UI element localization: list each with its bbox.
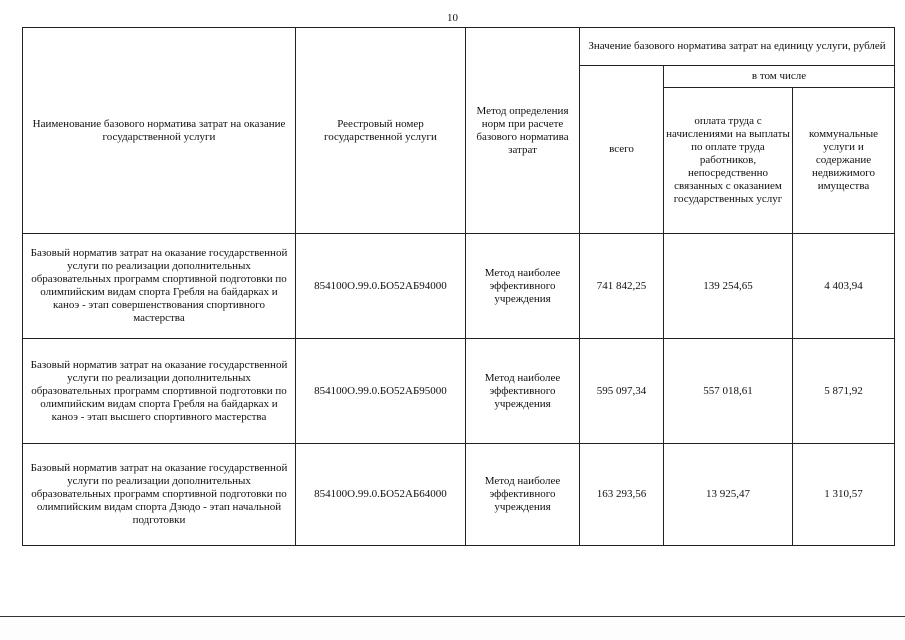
cost-norms-table	[22, 27, 895, 546]
header-registry-number: Реестровый номер государственной услуги	[296, 28, 466, 234]
header-utilities: коммунальные услуги и содержание недвижимого имущества	[793, 88, 895, 234]
header-total: всего	[580, 66, 664, 234]
row-utilities: 1 310,57	[793, 444, 895, 546]
page-number: 10	[447, 12, 458, 24]
row-registry-number: 854100О.99.0.БО52АБ94000	[296, 234, 466, 339]
row-labor: 13 925,47	[664, 444, 793, 546]
row-labor: 557 018,61	[664, 339, 793, 444]
row-total: 595 097,34	[580, 339, 664, 444]
row-method: Метод наиболее эффективного учреждения	[466, 234, 580, 339]
header-method: Метод определения норм при расчете базового норматива затрат	[466, 28, 580, 234]
row-name: Базовый норматив затрат на оказание государственной услуги по реализации дополнительных образовательных программ спортивной подготовки по олимпийским видам спорта Дзюдо - этап начальной подготовки	[23, 444, 296, 546]
header-name: Наименование базового норматива затрат на оказание государственной услуги	[23, 28, 296, 234]
header-value-group: Значение базового норматива затрат на единицу услуги, рублей	[580, 28, 895, 66]
row-total: 163 293,56	[580, 444, 664, 546]
row-method: Метод наиболее эффективного учреждения	[466, 339, 580, 444]
table-row	[23, 234, 895, 339]
header-including: в том числе	[664, 66, 895, 88]
header-row-top	[23, 28, 895, 66]
row-registry-number: 854100О.99.0.БО52АБ64000	[296, 444, 466, 546]
table-row	[23, 339, 895, 444]
row-method: Метод наиболее эффективного учреждения	[466, 444, 580, 546]
page-bottom-margin	[0, 617, 905, 640]
header-labor: оплата труда с начислениями на выплаты по оплате труда работников, непосредственно связанных с оказанием государственных услуг	[664, 88, 793, 234]
row-registry-number: 854100О.99.0.БО52АБ95000	[296, 339, 466, 444]
row-name: Базовый норматив затрат на оказание государственной услуги по реализации дополнительных образовательных программ спортивной подготовки по олимпийским видам спорта Гребля на байдарках и каноэ - этап совершенствования спортивного мастерства	[23, 234, 296, 339]
row-labor: 139 254,65	[664, 234, 793, 339]
row-utilities: 4 403,94	[793, 234, 895, 339]
row-name: Базовый норматив затрат на оказание государственной услуги по реализации дополнительных образовательных программ спортивной подготовки по олимпийским видам спорта Гребля на байдарках и каноэ - этап высшего спортивного мастерства	[23, 339, 296, 444]
row-utilities: 5 871,92	[793, 339, 895, 444]
table-row	[23, 444, 895, 546]
row-total: 741 842,25	[580, 234, 664, 339]
